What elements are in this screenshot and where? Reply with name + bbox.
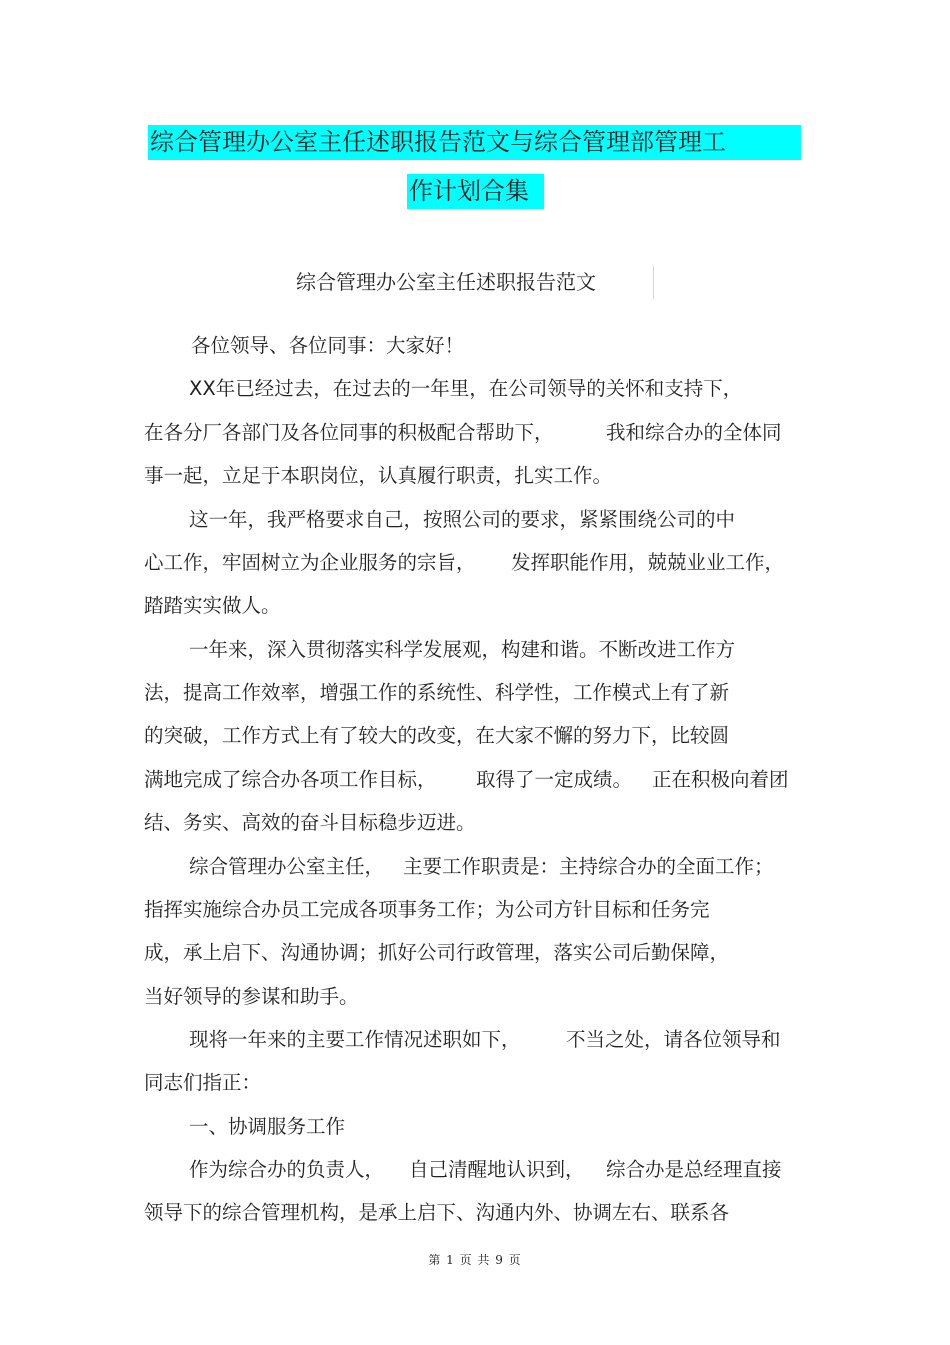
body-line: 作为综合办的负责人， [189,1158,385,1181]
body-line: 满地完成了综合办各项工作目标， [144,768,437,791]
body-line: 综合办是总经理直接 [606,1158,782,1181]
body-line: 踏踏实实做人。 [144,594,281,617]
body-line: 事一起，立足于本职岗位，认真履行职责，扎实工作。 [144,464,613,487]
body-line: 自己清醒地认识到， [409,1158,585,1181]
body-line: 主要工作职责是：主持综合办的全面工作； [403,855,774,878]
body-line: 结、务实、高效的奋斗目标稳步迈进。 [144,811,476,834]
body-line: 当好领导的参谋和助手。 [144,985,359,1008]
body-line: 心工作，牢固树立为企业服务的宗旨， [144,551,476,574]
body-line: 取得了一定成绩。 [476,768,633,791]
body-line: 这一年，我严格要求自己，按照公司的要求，紧紧围绕公司的中 [189,508,736,531]
text-cursor-divider [653,266,654,299]
document-title-line-2: 作计划合集 [407,174,544,209]
body-line: 同志们指正： [144,1071,262,1094]
body-line: 现将一年来的主要工作情况述职如下， [189,1028,521,1051]
body-line: 成，承上启下、沟通协调；抓好公司行政管理，落实公司后勤保障， [144,941,730,964]
body-line: 指挥实施综合办员工完成各项事务工作；为公司方针目标和任务完 [144,898,710,921]
section-heading: 一、协调服务工作 [189,1115,346,1138]
body-line: 法，提高工作效率，增强工作的系统性、科学性，工作模式上有了新 [144,681,730,704]
body-line: 在各分厂各部门及各位同事的积极配合帮助下， [144,421,554,444]
body-line: 我和综合办的全体同 [606,421,782,444]
body-line: XX年已经过去，在过去的一年里，在公司领导的关怀和支持下， [189,377,743,400]
body-line: 各位领导、各位同事：大家好！ [191,334,465,357]
page-footer: 第 1 页 共 9 页 [428,1253,522,1267]
body-line: 的突破，工作方式上有了较大的改变，在大家不懈的努力下，比较圆 [144,724,730,747]
section-title: 综合管理办公室主任述职报告范文 [296,270,596,294]
body-line: 发挥职能作用，兢兢业业工作， [511,551,785,574]
body-line: 领导下的综合管理机构，是承上启下、沟通内外、协调左右、联系各 [144,1201,730,1224]
body-line: 正在积极向着团 [652,768,789,791]
body-line: 一年来，深入贯彻落实科学发展观，构建和谐。不断改进工作方 [189,638,736,661]
document-title-line-1: 综合管理办公室主任述职报告范文与综合管理部管理工 [148,125,801,160]
body-line: 不当之处，请各位领导和 [566,1028,781,1051]
body-line: 综合管理办公室主任， [189,855,385,878]
